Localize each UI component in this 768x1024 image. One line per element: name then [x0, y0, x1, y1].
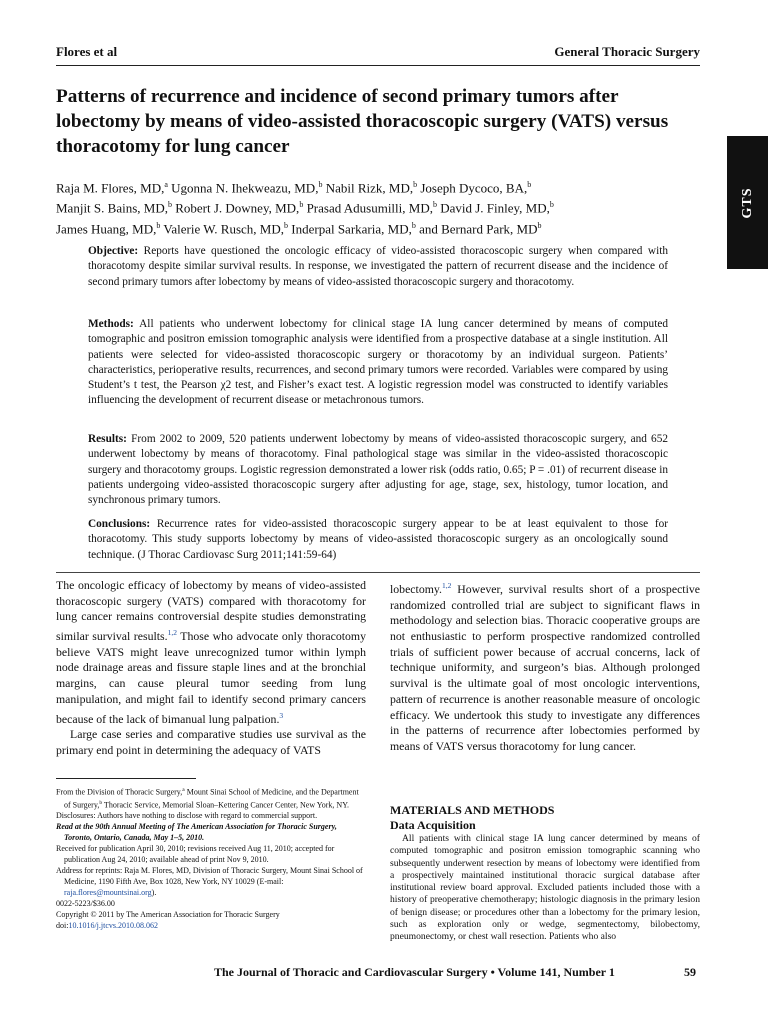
- email-link[interactable]: raja.flores@mountsinai.org: [64, 888, 152, 898]
- abstract-objective: [88, 244, 668, 290]
- footnote-meeting: [56, 821, 366, 843]
- author-name: James Huang, MD,: [56, 220, 157, 236]
- footnote-affiliation: [56, 785, 366, 810]
- author-name: and Bernard Park, MD: [419, 220, 538, 236]
- footnote-received: Received for publication April 30, 2010; revisions received Aug 11, 2010; accepted for publication Aug 24, 2010; available ahead of print Nov 9, 2010.: [56, 844, 335, 865]
- intro-p3-text-b: However, survival results short of a prospective randomized controlled trial are subject to significant flaws in methodology and selection bias. Thoracic cooperative groups are not enthusiastic to perform prospective randomized controlled trials of sufficient power because of accrual concerns, lack of technique uniformity, and surgeon’s bias. Although prolonged survival is the ultimate goal of most oncologic interventions, pattern of recurrence is another reasonable measure of oncologic efficacy. We undertook this study to investigate any differences in the patterns of recurrence after lobectomies performed by means of VATS versus thoracotomy for lung cancer.: [390, 581, 700, 753]
- citation-link[interactable]: 3: [279, 710, 284, 720]
- author-name: Raja M. Flores, MD,: [56, 180, 165, 196]
- intro-p3-text-a: lobectomy.: [390, 581, 442, 596]
- fn-meeting-text: Read at the 90th Annual Meeting of The American Association for Thoracic Surgery, Toronto, Ontario, Canada, May 1–5, 2010.: [56, 822, 337, 843]
- author-name: Ugonna N. Ihekweazu, MD,: [171, 180, 319, 196]
- footnotes: [56, 785, 366, 931]
- footnote-disclosures: Disclosures: Authors have nothing to disclose with regard to commercial support.: [56, 811, 318, 821]
- footnote-doi: [56, 920, 366, 931]
- footer-journal-citation: The Journal of Thoracic and Cardiovascular Surgery • Volume 141, Number 1: [214, 965, 615, 979]
- doi-link[interactable]: 10.1016/j.jtcvs.2010.08.062: [68, 921, 159, 931]
- running-head-authors: Flores et al: [56, 44, 118, 59]
- abstract-results-label: Results:: [88, 433, 127, 445]
- left-column: [56, 578, 366, 759]
- article-title: Patterns of recurrence and incidence of second primary tumors after lobectomy by means of video-assisted thoracoscopic surgery (VATS) versus thoracotomy for lung cancer: [56, 86, 669, 157]
- author-affiliation-mark: b: [432, 200, 437, 210]
- abstract-objective-text: Reports have questioned the oncologic efficacy of video-assisted thoracoscopic surgery when compared with thoracotomy despite similar survival results. In response, we investigated the pattern of recurrent disease and the incidence of second primary tumors after lobectomy by means of video-assisted thoracoscopic surgery and thoracotomy.: [88, 245, 668, 288]
- citation-link[interactable]: 1,2: [441, 581, 452, 590]
- intro-paragraph-2: Large case series and comparative studies use survival as the primary end point in determining the adequacy of VATS: [56, 727, 366, 757]
- author-name: Joseph Dycoco, BA,: [420, 180, 528, 196]
- methods-paragraph: All patients with clinical stage IA lung cancer determined by means of computed tomographic and positron emission tomographic scanning who subsequently underwent resection by means of lobectomy were identified from a prospectively maintained institutional thoracic surgical database after institutional review board approval. Excluded patients included those with a history of preoperative chemotherapy; histologic diagnosis in the primary lesion of benign disease; or procedures other than a lobectomy for the primary lesion, such as exploration only or wedge, segmentectomy, bilobectomy, pneumonectomy, or chest wall resection. Patients who also: [390, 833, 700, 943]
- author-name: Nabil Rizk, MD,: [325, 180, 414, 196]
- author-list: [56, 176, 700, 237]
- footnote-price: 0022-5223/$36.00: [56, 899, 115, 909]
- running-head-section: General Thoracic Surgery: [554, 44, 700, 59]
- author-name: Valerie W. Rusch, MD,: [163, 220, 285, 236]
- section-side-tab: [727, 136, 768, 269]
- author-affiliation-mark: b: [156, 220, 161, 230]
- fn-from-c: Thoracic Service, Memorial Sloan–Kettering Cancer Center, New York, NY.: [102, 800, 349, 810]
- author-affiliation-mark: b: [413, 180, 418, 189]
- fn-address-text: Address for reprints: Raja M. Flores, MD, Division of Thoracic Surgery, Mount Sinai School of Medicine, 1190 Fifth Ave, Box 1028, New York, NY 10029 (E-mail:: [56, 866, 363, 887]
- subsection-heading: Data Acquisition: [390, 818, 476, 832]
- author-name: Robert J. Downey, MD,: [175, 200, 300, 216]
- abstract-results: [88, 432, 668, 508]
- footnote-copyright: Copyright © 2011 by The American Association for Thoracic Surgery: [56, 910, 280, 920]
- abstract-methods-text: All patients who underwent lobectomy for clinical stage IA lung cancer determined by means of computed tomographic and positron emission tomographic analysis were identified from a prospective database at a single institution. All patients were selected for video-assisted thoracoscopic surgery or thoracotomy by an individual surgeon. Patients’ characteristics, perioperative results, recurrences, and second primary tumors were recorded. Variables were compared by using Student’s t test, the Pearson χ2 test, and Fisher’s exact test. A logistic regression model was constructed to identify variables influencing the development of recurrent disease or metachronous tumors.: [88, 318, 669, 407]
- footnote-divider: [56, 778, 196, 779]
- author-affiliation-mark: b: [318, 180, 323, 189]
- page-number: 59: [684, 965, 696, 979]
- author-affiliation-mark: a: [164, 180, 168, 189]
- author-affiliation-mark: b: [167, 200, 172, 210]
- fn-sup-b: b: [99, 799, 103, 806]
- fn-sup-a: a: [182, 787, 185, 793]
- author-name: Inderpal Sarkaria, MD,: [291, 220, 412, 236]
- abstract-divider: [56, 572, 700, 573]
- abstract-results-text: From 2002 to 2009, 520 patients underwent lobectomy by means of video-assisted thoracoscopic surgery, and 652 underwent lobectomy by means of thoracotomy. Final pathological stage was similar in the video-assisted thoracoscopic surgery and thoracotomy groups. Logistic regression demonstrated a lower risk (odds ratio, 0.65; P = .01) of recurrent disease in patients undergoing video-assisted thoracoscopic surgery after adjusting for age, stage, sex, histology, tumor location, and synchronous primary tumors.: [88, 433, 669, 507]
- fn-from-a: From the Division of Thoracic Surgery,: [56, 787, 183, 797]
- author-affiliation-mark: b: [411, 220, 416, 230]
- fn-doi-label: doi:: [56, 921, 69, 931]
- fn-from-b: Mount Sinai School of Medicine, and the Department of Surgery,: [64, 787, 359, 810]
- author-name: David J. Finley, MD,: [440, 200, 550, 216]
- author-affiliation-mark: b: [299, 200, 304, 210]
- footnote-address: [56, 865, 366, 898]
- author-affiliation-mark: b: [527, 180, 532, 189]
- intro-paragraph-1: [56, 578, 366, 727]
- header-divider: [56, 65, 700, 66]
- author-affiliation-mark: b: [284, 220, 289, 230]
- fn-address-end: ).: [151, 888, 157, 898]
- abstract-methods: [88, 317, 668, 409]
- abstract-conclusions-text: Recurrence rates for video-assisted thoracoscopic surgery appear to be at least equivalent to those for thoracotomy. This study supports lobectomy by means of video-assisted thoracoscopic surgery as an oncologically sound technique. (J Thorac Cardiovasc Surg 2011;141:59-64): [88, 518, 668, 561]
- intro-paragraph-3: [390, 578, 700, 755]
- author-affiliation-mark: b: [537, 220, 542, 230]
- abstract-conclusions: [88, 517, 668, 563]
- right-column: [390, 578, 700, 755]
- citation-link[interactable]: 1,2: [167, 628, 177, 638]
- author-affiliation-mark: b: [549, 200, 554, 210]
- author-name: Prasad Adusumilli, MD,: [306, 200, 433, 216]
- intro-p1-text-b: Those who advocate only thoracotomy believe VATS might leave unrecognized tumor within lymph node drainage areas and fissure staple lines and at the bronchial margins, can cause pleural tumor seeding from lung manipulation, and might fail to identify second primary cancers because of the lack of bimanual lung palpation.: [56, 629, 366, 726]
- abstract-methods-label: Methods:: [88, 318, 134, 330]
- intro-p1-text: The oncologic efficacy of lobectomy by means of video-assisted thoracoscopic surgery (VATS) compared with thoracotomy for lung cancer remains controversial despite studies demonstrating similar survival results.: [56, 578, 366, 644]
- side-tab-label: GTS: [739, 186, 755, 219]
- section-heading: MATERIALS AND METHODS: [390, 803, 555, 817]
- abstract-conclusions-label: Conclusions:: [88, 518, 151, 530]
- author-name: Manjit S. Bains, MD,: [56, 200, 168, 216]
- abstract-objective-label: Objective:: [88, 245, 139, 257]
